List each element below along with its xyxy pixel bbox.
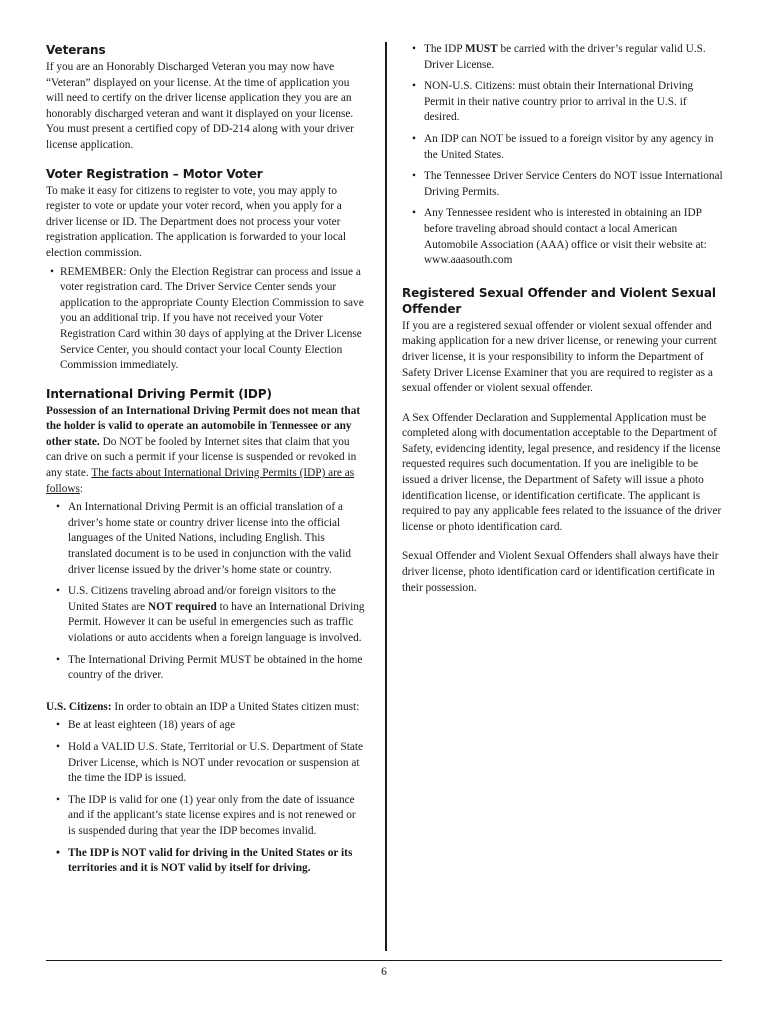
list-item-bold: MUST	[465, 43, 498, 55]
us-citizens-paragraph	[46, 700, 366, 716]
us-citizens-requirements-list	[46, 718, 366, 876]
voter-registration-body: To make it easy for citizens to register to vote, you may apply to register to vote or update your voter record, when you apply for a driver license or ID. The Department does not process your voter registration application. The application is forwarded to your local election commission.	[46, 184, 347, 259]
list-item-text: to have an International Driving Permit. However it can be useful in emergencies such as traffic violations or auto accidents when a foreign language is involved.	[68, 600, 365, 644]
us-citizens-text: In order to obtain an IDP a United States citizen must:	[111, 700, 360, 713]
column-divider	[385, 42, 387, 951]
idp-intro-text: Do NOT be fooled by Internet sites that claim that you can drive on such a permit if your license is suspended or revoked in any state.	[46, 435, 357, 480]
list-item: • The IDP is NOT valid for driving in the United States or its territories and it is NOT valid by itself for driving.	[46, 846, 366, 877]
idp-intro	[46, 404, 366, 498]
list-item: • An IDP can NOT be issued to a foreign visitor by any agency in the United States.	[402, 132, 724, 163]
veterans-body: If you are an Honorably Discharged Veteran you may now have “Veteran” displayed on your license. At the time of application you will need to certify on the driver license application they you are an honorably discharged veteran and want it displayed on your license. You must present a certified copy of DD-214 along with your driver license application.	[46, 61, 354, 151]
list-item: • NON-U.S. Citizens: must obtain their International Driving Permit in their native country prior to arrival in the U.S. if desired.	[402, 79, 724, 126]
sexual-offender-paragraph-1: If you are a registered sexual offender or violent sexual offender and making application for a new driver license, or renewing your current driver license, it is your responsibility to inform the Department of Safety Driver License Examiner that you are required to register as a sexual offender or violent sexual offender.	[402, 319, 717, 395]
idp-heading: International Driving Permit (IDP)	[46, 386, 272, 401]
idp-facts-list	[46, 500, 366, 684]
right-column	[402, 42, 724, 596]
list-item: • Hold a VALID U.S. State, Territorial or U.S. Department of State Driver License, which is NOT under revocation or suspension at the time the IDP is issued.	[46, 740, 366, 787]
list-item-text: be carried with the driver’s regular valid U.S. Driver License.	[424, 43, 706, 71]
list-item: • REMEMBER: Only the Election Registrar can process and issue a voter registration card. The Driver Service Center sends your application to the appropriate County Election Commission to save you an additional trip. If you have not received your Voter Registration Card within 30 days of applying at the Driver License Service Center, you should contact your local County Election Commission immediately.	[46, 265, 366, 374]
sexual-offender-paragraph-3: Sexual Offender and Violent Sexual Offenders shall always have their driver license, photo identification card or identification certificate in their possession.	[402, 550, 719, 594]
list-item-bold: NOT required	[148, 600, 217, 613]
veterans-section	[46, 42, 366, 154]
list-item: • Any Tennessee resident who is interested in obtaining an IDP before traveling abroad should contact a local American Automobile Association (AAA) office or visit their website at: www.aaasouth.com	[402, 206, 724, 268]
left-column	[46, 42, 366, 889]
list-item: • The IDP is valid for one (1) year only from the date of issuance and if the applicant’s state license expires and is not renewed or is suspended during that year the IDP becomes invalid.	[46, 793, 366, 840]
voter-bullet-list	[46, 265, 366, 374]
list-item	[46, 653, 366, 684]
idp-facts-link-text: The facts about International Driving Permits (IDP) are as follows	[46, 467, 355, 495]
sexual-offender-paragraph-2: A Sex Offender Declaration and Supplemental Application must be completed along with documentation acceptable to the Department of Safety, evidencing identity, legal presence, and residency if the license requested requires such documentation. If you are ineligible to be issued a driver license, the Department of Safety will issue a photo identification license, or identification certificate. The applicant is required to pay any applicable fees related to the issuance of the driver license or photo identification card.	[402, 411, 722, 533]
page-number: 6	[381, 966, 387, 978]
veterans-heading: Veterans	[46, 43, 106, 57]
idp-section	[46, 386, 366, 877]
sexual-offender-section	[402, 285, 724, 597]
list-item-text: An International Driving Permit is an official translation of a driver’s home state or country driver license into the official languages of the United Nations, including English. This translated document is to be used in conjunction with the valid driver license issued by the driver’s home state or country.	[68, 501, 351, 576]
idp-continued-list	[402, 42, 724, 269]
list-item: • Be at least eighteen (18) years of age	[46, 718, 366, 734]
sexual-offender-heading: Registered Sexual Offender and Violent Sexual Offender	[402, 285, 716, 316]
idp-intro-bold: Possession of an International Driving Permit does not mean that the holder is valid to operate an automobile in Tennessee or any other state.	[46, 404, 361, 448]
list-item-text: U.S. Citizens traveling abroad and/or foreign visitors to the United States are	[68, 585, 336, 613]
list-item	[46, 500, 366, 578]
voter-registration-heading: Voter Registration – Motor Voter	[46, 166, 263, 181]
list-item: • The Tennessee Driver Service Centers do NOT issue International Driving Permits.	[402, 169, 724, 200]
idp-intro-end: :	[79, 482, 84, 495]
list-item	[402, 42, 724, 73]
voter-registration-section	[46, 166, 366, 374]
us-citizens-label: U.S. Citizens:	[46, 700, 112, 713]
footer-rule	[46, 960, 722, 961]
list-item-text: The IDP	[424, 43, 465, 55]
list-item-text: The International Driving Permit MUST be obtained in the home country of the driver.	[68, 653, 363, 682]
list-item	[46, 584, 366, 646]
